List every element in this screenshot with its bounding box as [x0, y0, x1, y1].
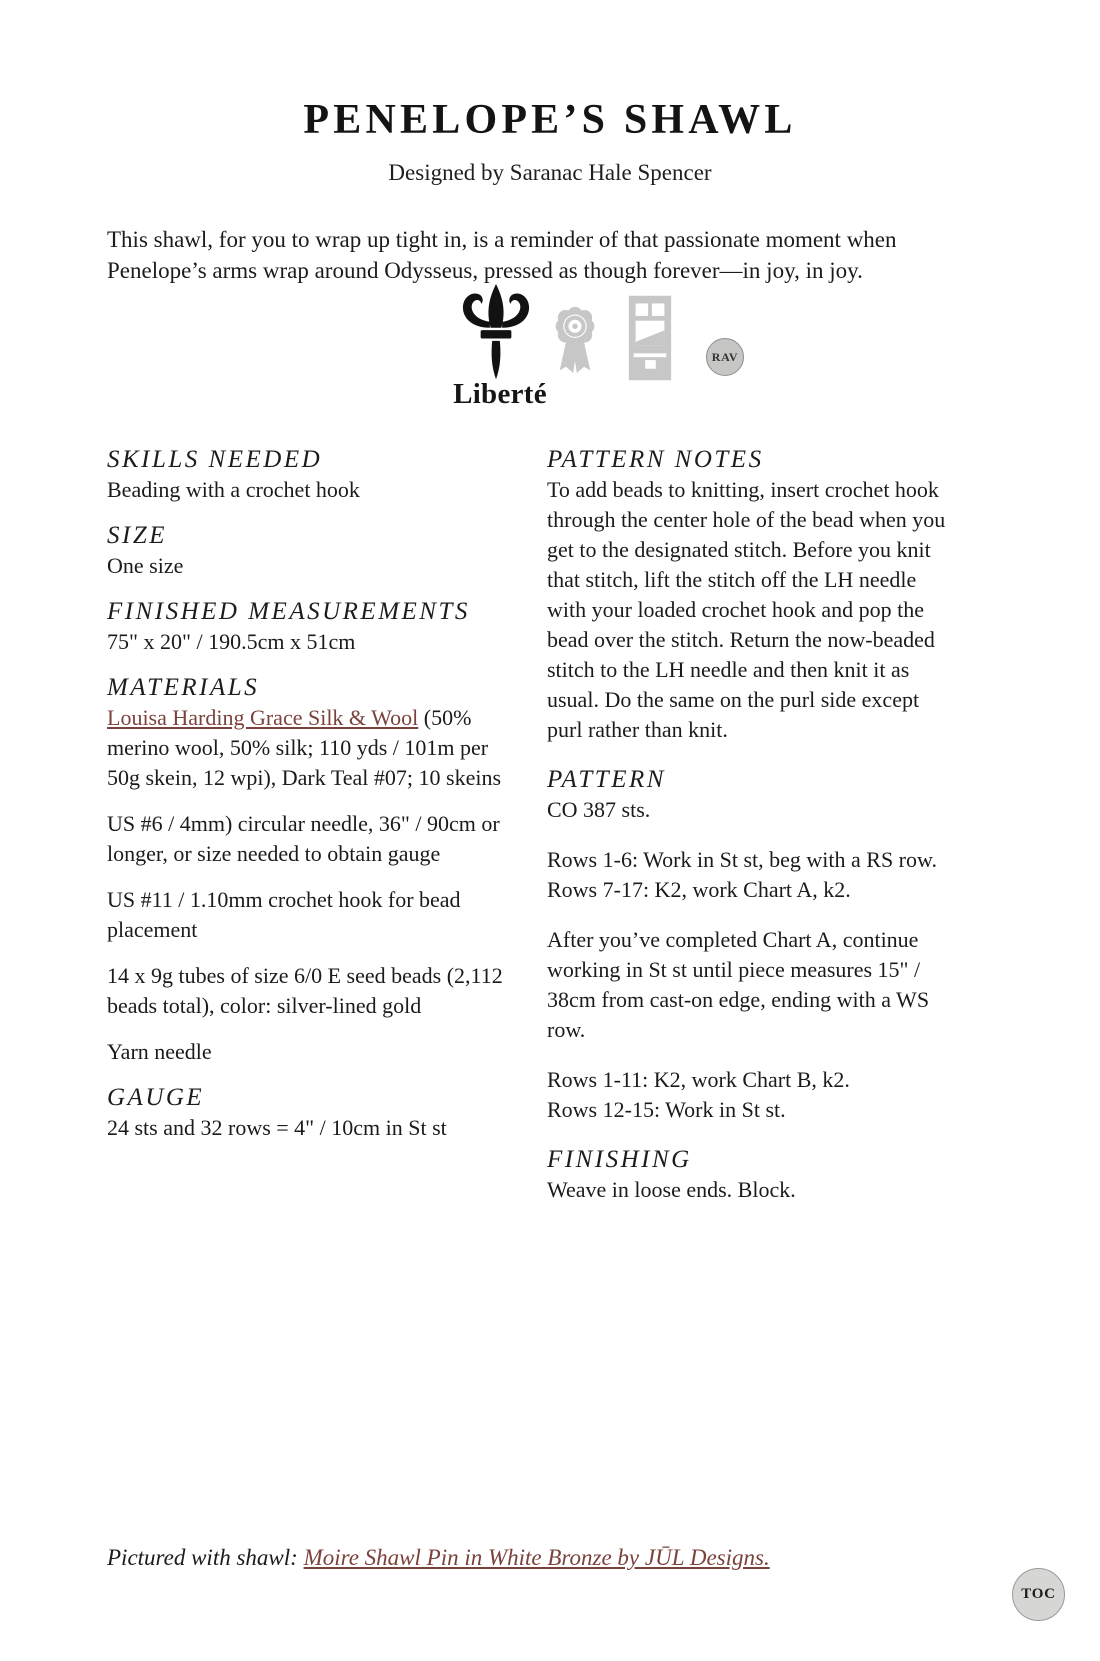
- rows-block-a: [547, 845, 957, 905]
- fleur-de-lis-icon: [448, 284, 544, 380]
- yarn-details: (50% merino wool, 50% silk; 110 yds / 101m per 50g skein, 12 wpi), Dark Teal #07; 10 skeins: [107, 705, 502, 790]
- pattern-notes-body: To add beads to knitting, insert crochet hook through the center hole of the bead when you get to the designated stitch. Before you knit that stitch, lift the stitch off the LH needle with your loaded crochet hook and pop the bead over the stitch. Return the now-beaded stitch to the LH needle and then knit it as usual. Do the same on the purl side except purl rather than knit.: [547, 477, 946, 742]
- finishing-heading: FINISHING: [547, 1146, 692, 1173]
- finished-measurements-body: 75" x 20" / 190.5cm x 51cm: [107, 629, 356, 654]
- cast-on-instruction: CO 387 sts.: [547, 797, 651, 822]
- designer-byline: Designed by Saranac Hale Spencer: [388, 160, 712, 185]
- size-heading: SIZE: [107, 522, 167, 549]
- yarn-link[interactable]: Louisa Harding Grace Silk & Wool: [107, 705, 419, 730]
- yarn-paragraph: [107, 703, 517, 793]
- materials-heading: MATERIALS: [107, 674, 260, 701]
- toc-button[interactable]: TOC: [1012, 1568, 1065, 1621]
- finished-measurements-heading: FINISHED MEASUREMENTS: [107, 598, 470, 625]
- page-header: [0, 0, 1100, 286]
- pattern-notes-heading: PATTERN NOTES: [547, 446, 764, 473]
- continue-note: After you’ve completed Chart A, continue working in St st until piece measures 15" / 38cm from cast-on edge, ending with a WS row.: [547, 927, 930, 1042]
- footer-caption: [107, 1545, 770, 1571]
- materials-item-beads: 14 x 9g tubes of size 6/0 E seed beads (2,112 beads total), color: silver-lined gold: [107, 963, 503, 1018]
- footer-prefix: Pictured with shawl:: [107, 1545, 304, 1570]
- shawl-pin-link[interactable]: Moire Shawl Pin in White Bronze by JŪL Designs.: [303, 1545, 770, 1570]
- size-body: One size: [107, 553, 184, 578]
- materials-item-hook: US #11 / 1.10mm crochet hook for bead placement: [107, 887, 461, 942]
- liberte-caption: Liberté: [453, 378, 547, 410]
- page-title: PENELOPE’S SHAWL: [303, 97, 797, 143]
- gauge-heading: GAUGE: [107, 1084, 205, 1111]
- materials-item-needle: US #6 / 4mm) circular needle, 36" / 90cm or longer, or size needed to obtain gauge: [107, 811, 500, 866]
- skills-body: Beading with a crochet hook: [107, 477, 360, 502]
- icon-row: [440, 280, 770, 430]
- rows-7-17: Rows 7-17: K2, work Chart A, k2.: [547, 877, 851, 902]
- guillotine-icon: [626, 294, 674, 382]
- rows-12-15: Rows 12-15: Work in St st.: [547, 1097, 786, 1122]
- finishing-body: Weave in loose ends. Block.: [547, 1177, 796, 1202]
- pattern-heading: PATTERN: [547, 766, 666, 793]
- rows-1-6: Rows 1-6: Work in St st, beg with a RS row.: [547, 847, 937, 872]
- gauge-body: 24 sts and 32 rows = 4" / 10cm in St st: [107, 1115, 447, 1140]
- rows-1-11: Rows 1-11: K2, work Chart B, k2.: [547, 1067, 850, 1092]
- rav-badge[interactable]: RAV: [706, 338, 744, 376]
- skills-heading: SKILLS NEEDED: [107, 446, 323, 473]
- right-column: [547, 445, 957, 1225]
- materials-item-yarn-needle: Yarn needle: [107, 1039, 212, 1064]
- rows-block-b: [547, 1065, 957, 1125]
- rosette-icon: [548, 298, 602, 386]
- intro-paragraph: This shawl, for you to wrap up tight in, is a reminder of that passionate moment when Penelope’s arms wrap around Odysseus, pressed as though forever—in joy, in joy.: [107, 227, 897, 283]
- left-column: [107, 445, 517, 1159]
